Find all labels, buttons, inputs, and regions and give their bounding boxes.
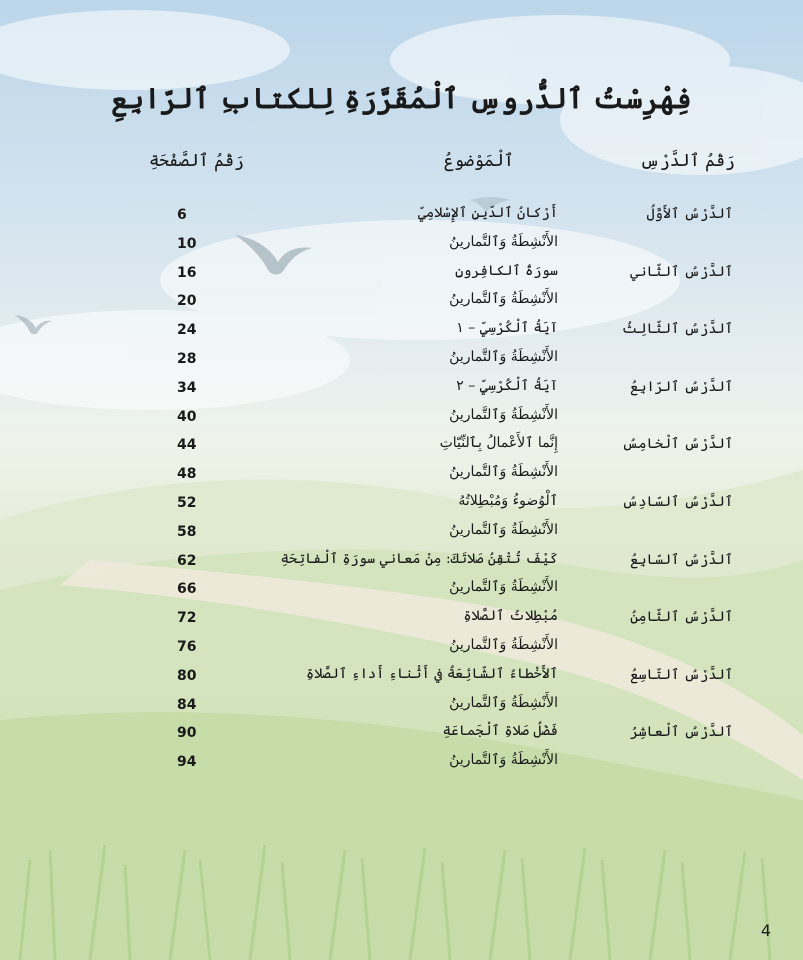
lesson-label: ٱلدَّرْسُ ٱلتّاسِعُ: [630, 666, 733, 683]
topic-label: الأَنْشِطَةُ وَٱلتَّمارينُ: [449, 233, 558, 250]
header-topic: ٱلْمَوْضوعُ: [444, 151, 514, 171]
table-row: [0, 461, 803, 490]
page-ref: 72: [177, 610, 197, 627]
table-row: [0, 692, 803, 721]
topic-label: أَرْكانُ ٱلدّينِ ٱلإِسْلامِيِّ: [417, 205, 558, 221]
page-ref: 94: [177, 754, 197, 771]
page-ref: 62: [177, 552, 197, 569]
table-row: [0, 317, 803, 346]
table-row: [0, 548, 803, 577]
page-number: 4: [760, 921, 771, 940]
topic-label: الأَنْشِطَةُ وَٱلتَّمارينُ: [449, 579, 558, 596]
topic-label: إِنَّما ٱلأَعْمالُ بِٱلنِّيّاتِ: [439, 435, 558, 452]
page-ref: 90: [177, 725, 197, 742]
lesson-label: ٱلدَّرْسُ ٱلثّامِنُ: [630, 609, 733, 626]
topic-label: الأَنْشِطَةُ وَٱلتَّمارينُ: [449, 694, 558, 711]
page-ref: 10: [177, 235, 197, 252]
lesson-label: ٱلدَّرْسُ ٱلرّابِعُ: [630, 378, 733, 395]
lesson-label: ٱلدَّرْسُ ٱلسّادِسُ: [621, 493, 733, 510]
table-row: [0, 634, 803, 663]
table-row: [0, 346, 803, 375]
page-ref: 66: [177, 581, 197, 598]
page-ref: 84: [177, 696, 197, 713]
page-ref: 58: [177, 523, 197, 540]
page-ref: 44: [177, 437, 197, 454]
topic-label: ٱلأَخْطاءُ ٱلشّائِعَةُ في أَثْناءِ أَداءِ ٱلصَّلاةِ: [306, 665, 558, 682]
page-ref: 28: [177, 350, 197, 367]
topic-label: آيَةُ ٱلْكُرْسِيِّ – ١: [456, 320, 558, 337]
topic-label: الأَنْشِطَةُ وَٱلتَّمارينُ: [449, 636, 558, 653]
topic-label: الأَنْشِطَةُ وَٱلتَّمارينُ: [449, 406, 558, 423]
page-ref: 16: [177, 264, 197, 281]
topic-label: الأَنْشِطَةُ وَٱلتَّمارينُ: [449, 348, 558, 365]
page-ref: 80: [177, 667, 197, 684]
topic-label: سورَةُ ٱلكافِرونِ: [455, 262, 558, 279]
table-row: [0, 663, 803, 692]
toc-table: [0, 202, 803, 778]
table-row: [0, 490, 803, 519]
table-row: [0, 576, 803, 605]
table-row: [0, 404, 803, 433]
table-row: [0, 749, 803, 778]
page-ref: 40: [177, 408, 197, 425]
lesson-label: ٱلدَّرْسُ ٱلْعاشِرُ: [630, 724, 733, 741]
page-title: فِهْرِسْتُ ٱلدُّروسِ ٱلْمُقَرَّرَةِ لِلكتابِ ٱلرّابِعِ: [111, 82, 692, 115]
page-ref: 34: [177, 379, 197, 396]
table-row: [0, 720, 803, 749]
table-row: [0, 202, 803, 231]
lesson-label: ٱلدَّرْسُ ٱلْخامِسُ: [621, 436, 733, 453]
header-page-number: رَقْمُ ٱلصَّفْحَةِ: [148, 151, 244, 171]
topic-label: مُبْطِلاتُ ٱلصَّلاةِ: [463, 608, 558, 625]
topic-label: الأَنْشِطَةُ وَٱلتَّمارينُ: [449, 752, 558, 769]
topic-label: الأَنْشِطَةُ وَٱلتَّمارينُ: [449, 291, 558, 308]
lesson-label: ٱلدَّرْسُ ٱلثّاني: [630, 263, 733, 280]
header-lesson-number: رَقْمُ ٱلدَّرْسِ: [639, 151, 735, 171]
table-row: [0, 375, 803, 404]
lesson-label: ٱلدَّرْسُ ٱلسّابِعُ: [630, 551, 733, 568]
topic-label: فَضْلُ صَلاةِ ٱلْجَماعَةِ: [442, 723, 558, 740]
table-row: [0, 231, 803, 260]
page-ref: 76: [177, 638, 197, 655]
table-row: [0, 605, 803, 634]
table-row: [0, 519, 803, 548]
topic-label: الأَنْشِطَةُ وَٱلتَّمارينُ: [449, 464, 558, 481]
table-row: [0, 260, 803, 289]
lesson-label: ٱلدَّرْسُ ٱلأَوَّلُ: [646, 206, 733, 222]
topic-label: كَيْفَ تُتْقِنُ صَلاتَكَ: مِنْ مَعاني سورَةِ ٱلْفاتِحَةِ: [280, 550, 558, 567]
table-row: [0, 288, 803, 317]
page-ref: 48: [177, 466, 197, 483]
table-row: [0, 432, 803, 461]
topic-label: ٱلْوُضوءُ وَمُبْطِلاتُهُ: [458, 492, 558, 509]
topic-label: الأَنْشِطَةُ وَٱلتَّمارينُ: [449, 521, 558, 538]
lesson-label: ٱلدَّرْسُ ٱلثّالِثُ: [621, 321, 733, 338]
page-ref: 24: [177, 322, 197, 339]
topic-label: آيَةُ ٱلْكُرْسِيِّ – ٢: [456, 377, 558, 394]
page-ref: 52: [177, 494, 197, 511]
page-ref: 20: [177, 293, 197, 310]
page-ref: 6: [177, 207, 187, 223]
